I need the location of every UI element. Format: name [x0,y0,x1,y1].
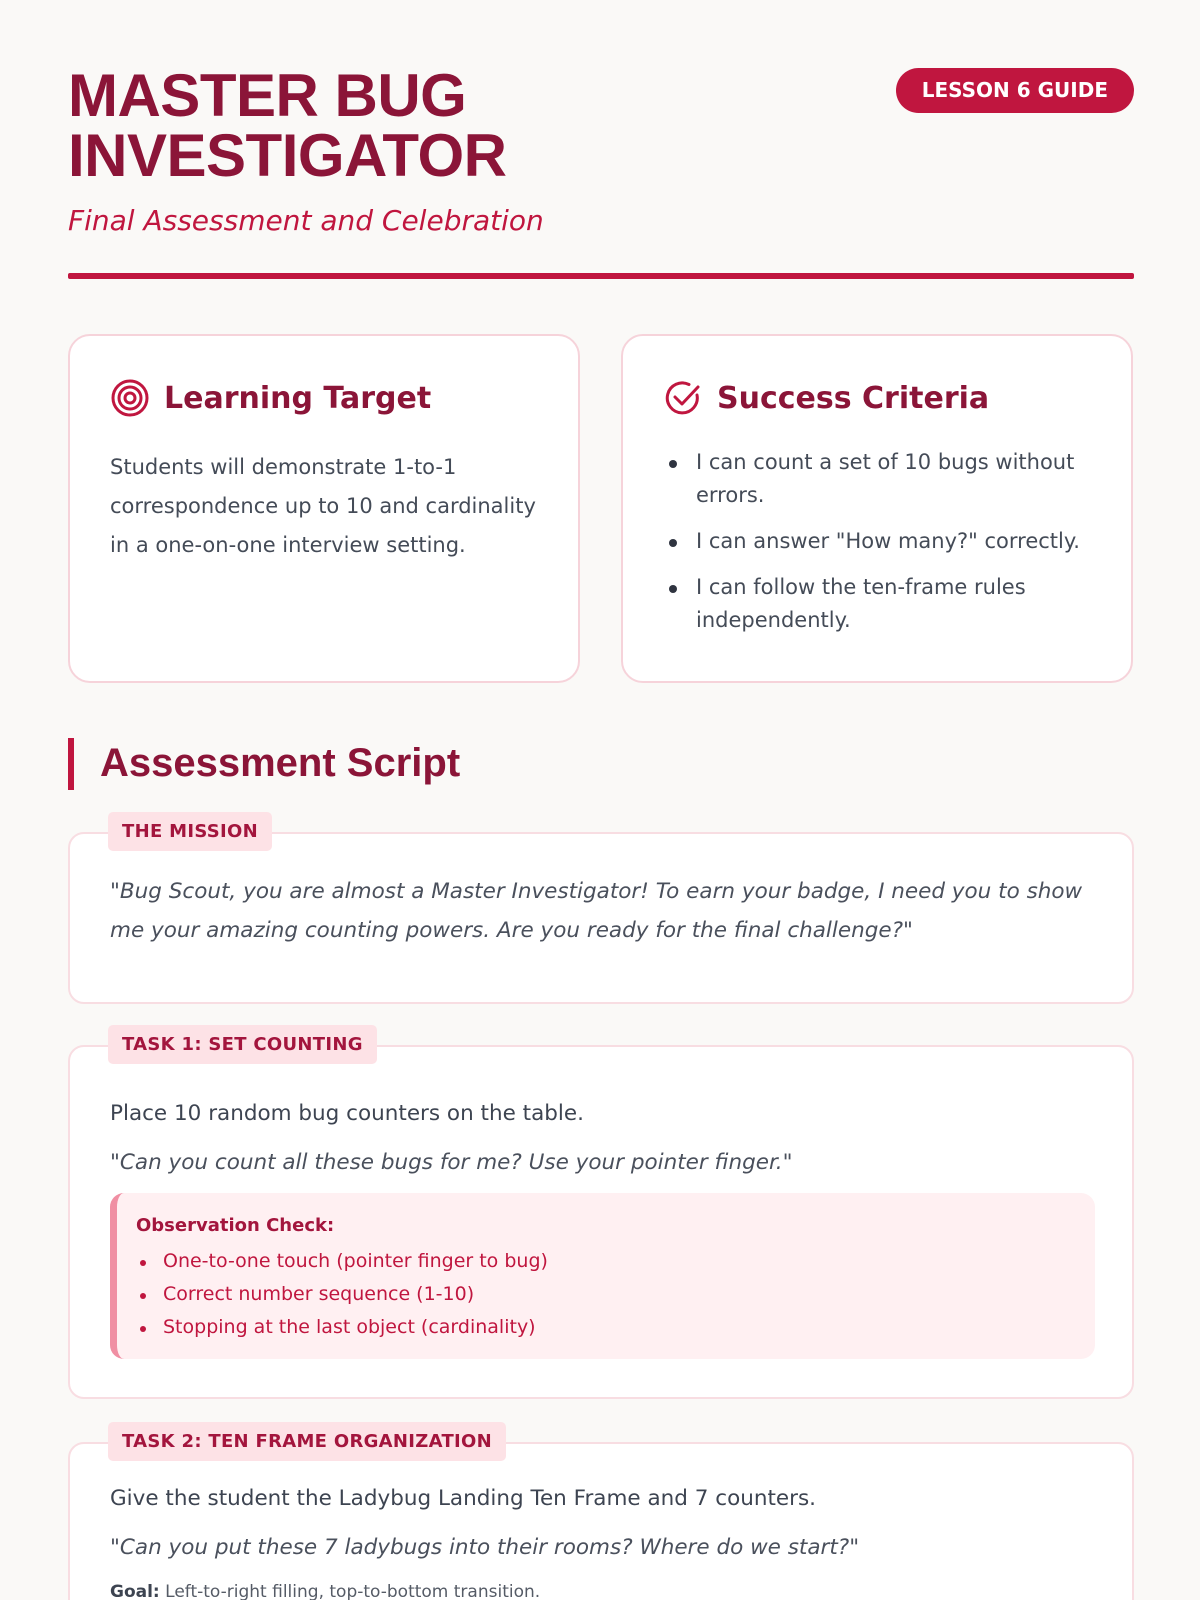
success-criteria-header [663,378,989,418]
task2-goal-text: Left-to-right filling, top-to-bottom transition. [165,1582,541,1600]
criteria-item: I can answer "How many?" correctly. [663,525,1093,558]
task1-box [68,1045,1134,1399]
observation-check-list [136,1245,548,1344]
task2-box [68,1442,1134,1600]
mission-box [68,832,1134,1004]
observation-item: One-to-one touch (pointer finger to bug) [136,1245,548,1278]
task2-goal [110,1582,540,1600]
task1-instruction: Place 10 random bug counters on the table. [110,1101,584,1126]
objective-cards [68,334,1134,683]
observation-check-box [110,1193,1095,1359]
task2-goal-label: Goal: [110,1582,160,1600]
observation-item: Correct number sequence (1-10) [136,1278,548,1311]
mission-quote: "Bug Scout, you are almost a Master Investigator! To earn your badge, I need you to show me your amazing counting powers. Are you ready for the final challenge?" [110,879,1083,943]
target-icon [110,378,150,418]
criteria-item: I can count a set of 10 bugs without errors. [663,446,1093,512]
success-criteria-title: Success Criteria [717,380,990,416]
title-line-2: INVESTIGATOR [68,122,507,189]
success-criteria-list [663,446,1093,650]
check-circle-icon [663,378,703,418]
lesson-page [68,0,1134,1600]
task1-quote: "Can you count all these bugs for me? Use your pointer finger." [110,1150,793,1175]
learning-target-card [68,334,580,683]
page-title [68,62,507,189]
task2-instruction: Give the student the Ladybug Landing Ten Frame and 7 counters. [110,1486,817,1511]
lesson-badge: LESSON 6 GUIDE [896,68,1134,113]
section-accent-bar [68,738,74,790]
task1-tag: TASK 1: SET COUNTING [108,1025,377,1064]
page-header [68,0,1134,280]
section-title: Assessment Script [100,741,461,785]
learning-target-header [110,378,431,418]
title-line-1: MASTER BUG [68,62,467,129]
criteria-item: I can follow the ten-frame rules independently. [663,571,1093,637]
page-subtitle: Final Assessment and Celebration [68,204,544,237]
learning-target-text: Students will demonstrate 1-to-1 correspondence up to 10 and cardinality in a one-on-one interview setting. [110,455,536,557]
header-divider [68,273,1134,279]
observation-item: Stopping at the last object (cardinality) [136,1311,548,1344]
learning-target-title: Learning Target [164,380,432,416]
mission-tag: THE MISSION [108,812,272,851]
task2-tag: TASK 2: TEN FRAME ORGANIZATION [108,1422,506,1461]
task2-quote: "Can you put these 7 ladybugs into their rooms? Where do we start?" [110,1535,860,1560]
success-criteria-card [621,334,1133,683]
observation-check-title: Observation Check: [136,1215,335,1236]
